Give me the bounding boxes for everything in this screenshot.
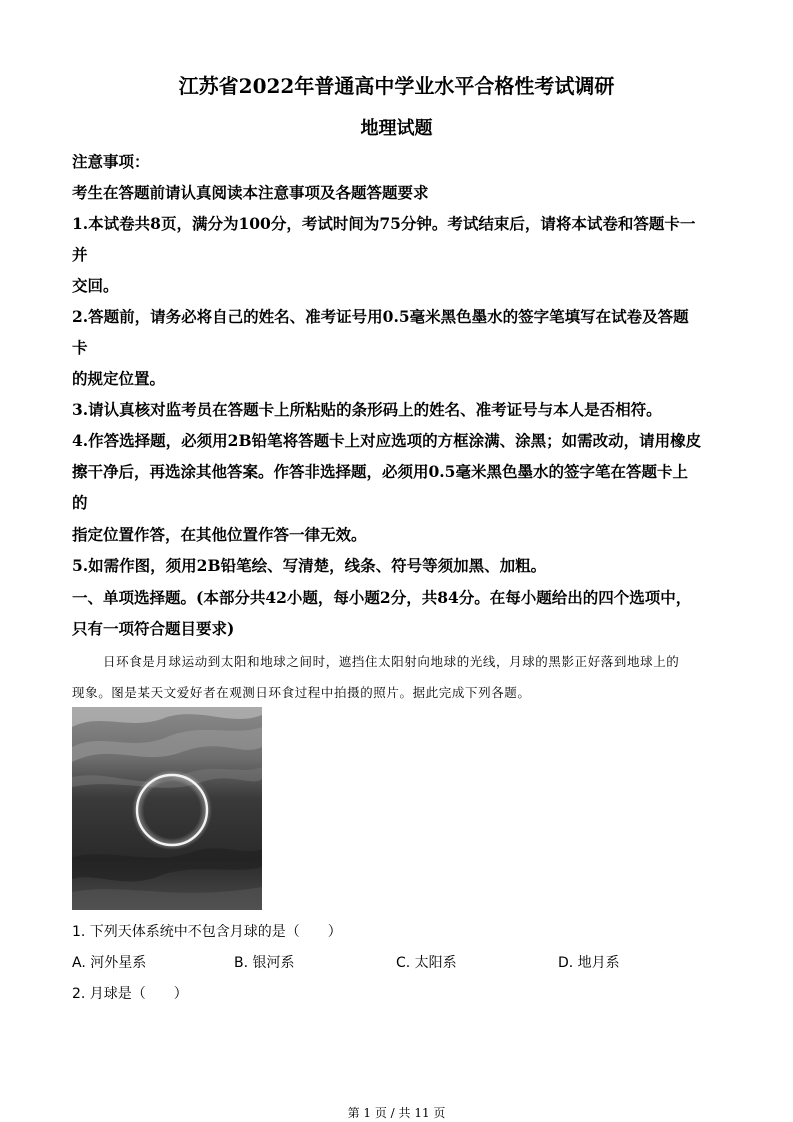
passage-text: 日环食是月球运动到太阳和地球之间时，遮挡住太阳射向地球的光线，月球的黑影正好落到地球上的: [103, 654, 680, 669]
page-title: 江苏省2022年普通高中学业水平合格性考试调研: [178, 74, 615, 98]
passage-text: 现象。图是某天文爱好者在观测日环食过程中拍摄的照片。据此完成下列各题。: [72, 685, 531, 700]
notice-line: 4.作答选择题，必须用2B铅笔将答题卡上对应选项的方框涂满、涂黑；如需改动，请用橡皮: [72, 431, 702, 450]
page-subtitle: 地理试题: [360, 118, 433, 139]
question-2-stem: 2. 月球是（ ）: [72, 986, 188, 1002]
annular-eclipse-photo: [72, 707, 262, 910]
notice-line: 的: [72, 493, 88, 512]
notice-line: 卡: [72, 338, 88, 357]
section-heading: 一、单项选择题。(本部分共42小题，每小题2分，共84分。在每小题给出的四个选项中，: [72, 588, 692, 607]
page-number: 第 1 页 / 共 11 页: [347, 1106, 446, 1120]
notice-line: 2.答题前，请务必将自己的姓名、准考证号用0.5毫米黑色墨水的签字笔填写在试卷及答题: [72, 307, 689, 326]
question-1-option-b[interactable]: B. 银河系: [234, 955, 295, 971]
notice-line: 指定位置作答，在其他位置作答一律无效。: [72, 525, 367, 544]
question-1-option-c[interactable]: C. 太阳系: [396, 955, 457, 971]
question-1-option-a[interactable]: A. 河外星系: [72, 955, 147, 971]
notice-line: 1.本试卷共8页，满分为100分，考试时间为75分钟。考试结束后，请将本试卷和答题卡一: [72, 214, 696, 233]
notice-heading: 注意事项：: [72, 152, 150, 171]
notice-line: 擦干净后，再选涂其他答案。作答非选择题，必须用0.5毫米黑色墨水的签字笔在答题卡上: [72, 462, 688, 481]
section-heading-cont: 只有一项符合题目要求): [72, 619, 235, 638]
notice-intro: 考生在答题前请认真阅读本注意事项及各题答题要求: [72, 183, 429, 202]
notice-line: 3.请认真核对监考员在答题卡上所粘贴的条形码上的姓名、准考证号与本人是否相符。: [72, 400, 662, 419]
notice-line: 交回。: [72, 276, 119, 295]
notice-line: 5.如需作图，须用2B铅笔绘、写清楚，线条、符号等须加黑、加粗。: [72, 556, 547, 575]
notice-line: 并: [72, 245, 88, 264]
notice-line: 的规定位置。: [72, 369, 166, 388]
question-1-option-d[interactable]: D. 地月系: [558, 955, 620, 971]
question-1-stem: 1. 下列天体系统中不包含月球的是（ ）: [72, 924, 342, 940]
